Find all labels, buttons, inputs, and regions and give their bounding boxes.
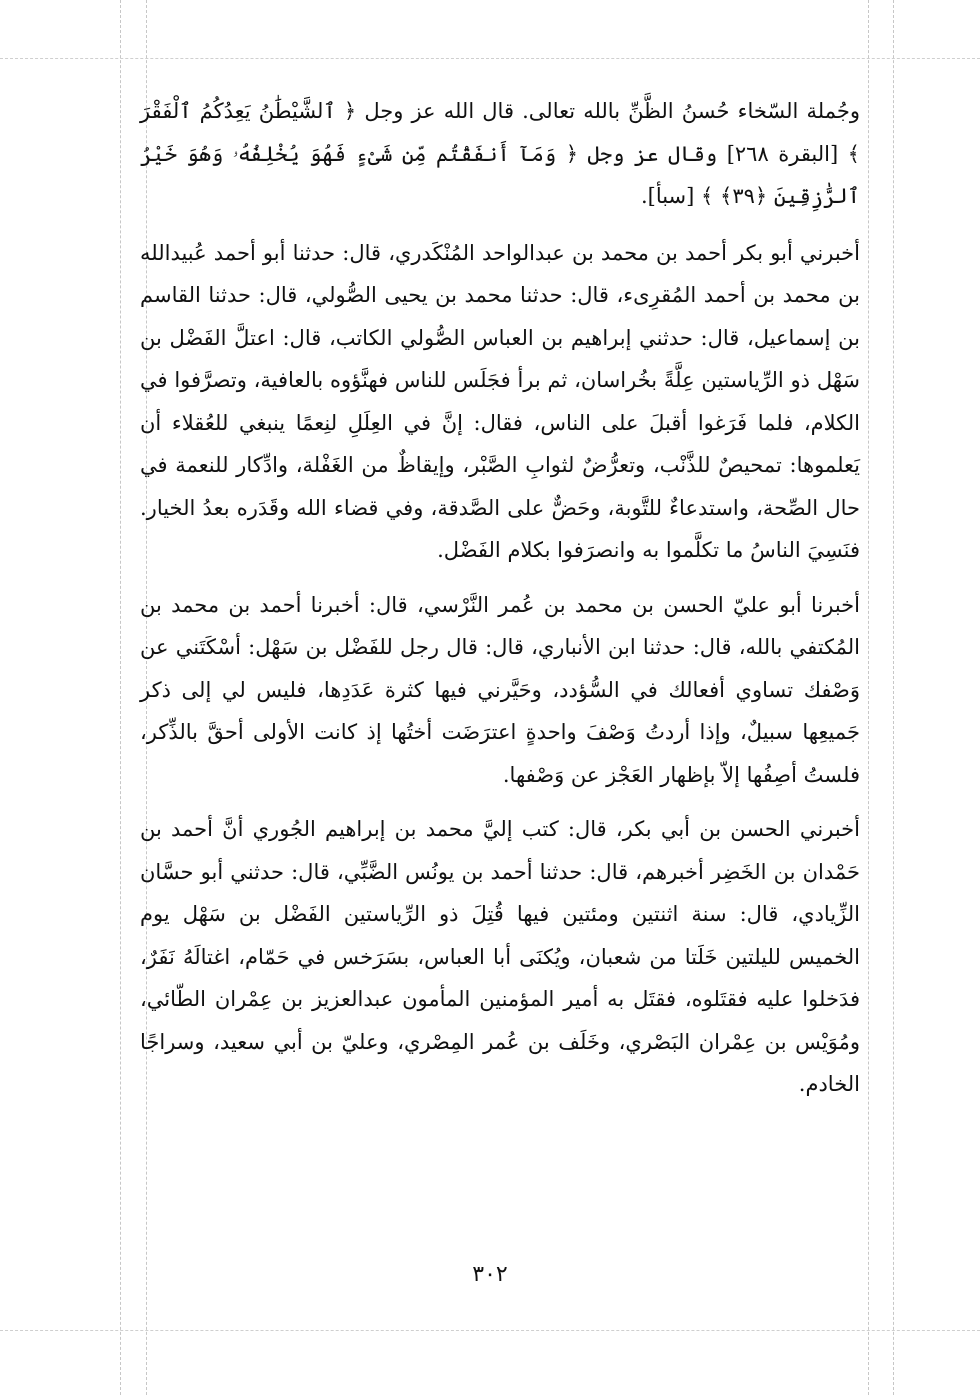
scan-guide-line — [120, 0, 121, 1395]
scan-guide-line — [893, 0, 894, 1395]
scan-guide-line — [0, 1330, 980, 1331]
scan-guide-line — [0, 58, 980, 59]
document-body — [140, 90, 860, 1106]
paragraph-fadl-death: أخبرني الحسن بن أبي بكر، قال: كتب إليَّ محمد بن إبراهيم الجُوري أنَّ أحمد بن حَمْدان بن الخَضِر أخبرهم، قال: حدثنا أحمد بن يونُس الضَّبِّي، قال: حدثني أبو حسَّان الزِّيادي، قال: سنة اثنتين ومئتين فيها قُتِلَ ذو الرِّياستين الفَضْل بن سَهْل يوم الخميس لليلتين خَلَتا من شعبان، ويُكنَى أبا العباس، بسَرَخس في حَمّام، اغتالَهُ نَفَرٌ، فدَخلوا عليه فقتَلوه، فقتَل به أمير المؤمنين المأمون عبدالعزيز بن عِمْران الطّائي، ومُوَيْس بن عِمْران البَصْري، وخَلَف بن عُمر المِصْري، وعليّ بن أبي سعيد، وسراجًا الخادم. — [140, 817, 860, 1096]
scan-guide-line — [868, 0, 869, 1395]
paragraph-fadl-illness: أخبرني أبو بكر أحمد بن محمد بن عبدالواحد المُنْكَدري، قال: حدثنا أبو أحمد عُبيدالله بن محمد بن أحمد المُقرِىء، قال: حدثنا محمد بن يحيى الصُّولي، قال: حدثنا القاسم بن إسماعيل، قال: حدثني إبراهيم بن العباس الصُّولي الكاتب، قال: اعتلَّ الفَضْل بن سَهْل ذو الرِّياستين عِلَّةً بخُراسان، ثم برأ فجَلَس للناس فهنَّؤوه بالعافية، وتصرَّفوا في الكلام، فلما فَرَغوا أقبلَ على الناس، فقال: إنَّ في العِلَلِ لنِعمًا ينبغي للعُقلاء أن يَعلموها: تمحيصٌ للذَّنْب، وتعرُّضٌ لثوابِ الصَّبْر، وإيقاظٌ من الغَفْلة، وادِّكار للنعمة في حال الصِّحة، واستدعاءٌ للتَّوبة، وحَضٌّ على الصَّدقة، وفي قضاء الله وقَدَره بعدُ الخيار. فنَسِيَ الناسُ ما تكلَّموا به وانصرَفوا بكلام الفَضْل. — [140, 240, 860, 562]
paragraph-generosity: وجُملة السّخاء حُسنُ الظَّنِّ بالله تعالى. قال الله عز وجل ﴿ ٱلشَّيْطَٰنُ يَعِدُكُمُ ٱلْفَقْرَ ﴾ [البقرة ٢٦٨] وقال عز وجل ﴿ وَمَآ أَنفَقْتُم مِّن شَىْءٍ فَهُوَ يُخْلِفُهُۥ وَهُوَ خَيْرُ ٱلرَّٰزِقِينَ ﴿٣٩﴾ ﴾ [سبأ]. — [140, 99, 860, 208]
page-number: ٣٠٢ — [472, 1262, 508, 1287]
paragraph-fadl-praise: أخبرنا أبو عليّ الحسن بن محمد بن عُمر النَّرْسي، قال: أخبرنا أحمد بن محمد بن المُكتفي بالله، قال: حدثنا ابن الأنباري، قال: قال رجل للفَضْل بن سَهْل: أسْكَتَني عن وَصْفك تساوي أفعالك في السُّؤدد، وحَيَّرني فيها كثرة عَدَدِها، فليس لي إلى ذكر جَميعِها سبيلٌ، وإذا أردتُ وَصْفَ واحدةٍ اعترَضَت أختُها إذ كانت الأولى أحقَّ بالذِّكر، فلستُ أصِفُها إلاّ بإظهار العَجْز عن وَصْفها. — [140, 592, 860, 787]
